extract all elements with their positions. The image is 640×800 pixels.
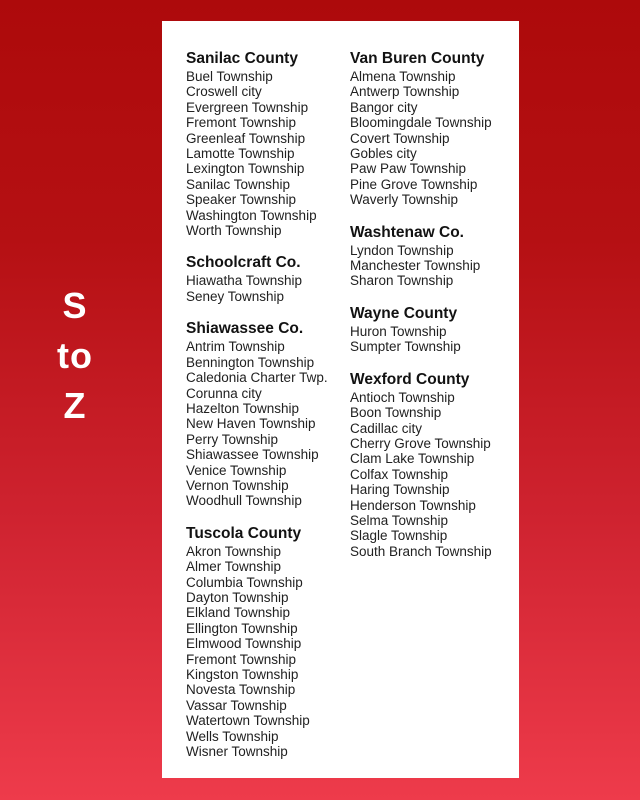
county-heading: Wexford County: [350, 370, 470, 388]
township-item: Buel Township: [186, 69, 273, 84]
township-item: Akron Township: [186, 543, 282, 559]
township-item: New Haven Township: [186, 416, 316, 432]
township-item: Paw Paw Township: [350, 161, 467, 177]
township-item: Clam Lake Township: [350, 451, 475, 467]
township-item: Cherry Grove Township: [350, 435, 491, 451]
township-item: Woodhull Township: [186, 493, 302, 509]
township-item: Bloomingdale Township: [350, 115, 492, 131]
township-item: Wells Township: [186, 728, 279, 744]
township-item: Selma Township: [350, 512, 449, 528]
township-item: Almena Township: [350, 69, 456, 84]
township-item: Washington Township: [186, 207, 317, 223]
township-item: Caledonia Charter Twp.: [186, 370, 328, 386]
column-left: [186, 49, 350, 759]
township-item: Dayton Township: [186, 589, 289, 605]
township-item: Worth Township: [186, 223, 282, 239]
township-item: Hiawatha Township: [186, 273, 303, 289]
township-item: Shiawassee Township: [186, 447, 319, 463]
township-item: Antwerp Township: [350, 84, 460, 100]
township-item: Seney Township: [186, 288, 285, 304]
township-item: Wisner Township: [186, 744, 288, 760]
county-section: [350, 304, 519, 355]
township-item: Lexington Township: [186, 161, 305, 177]
county-section: [350, 223, 519, 289]
township-item: Waverly Township: [350, 192, 459, 208]
township-item: Corunna city: [186, 385, 262, 401]
township-item: Cadillac city: [350, 420, 423, 436]
alphabet-range-start: S: [62, 285, 88, 326]
township-item: Boon Township: [350, 405, 442, 421]
column-right: [350, 49, 519, 759]
township-item: Pine Grove Township: [350, 176, 478, 192]
county-section: [350, 370, 519, 559]
township-item: Speaker Township: [186, 192, 297, 208]
township-item: Evergreen Township: [186, 99, 309, 115]
county-heading: Tuscola County: [186, 524, 302, 542]
township-item: Henderson Township: [350, 497, 476, 513]
township-item: Fremont Township: [186, 115, 297, 131]
township-item: Elmwood Township: [186, 636, 302, 652]
township-item: Almer Township: [186, 559, 282, 575]
township-item: Watertown Township: [186, 713, 310, 729]
county-section: [186, 524, 350, 760]
township-item: Hazelton Township: [186, 400, 300, 416]
township-item: Bennington Township: [186, 354, 315, 370]
county-heading: Shiawassee Co.: [186, 320, 304, 338]
township-item: Kingston Township: [186, 667, 299, 682]
township-item: Lyndon Township: [350, 242, 454, 258]
township-item: Vassar Township: [186, 697, 287, 713]
county-section: [186, 319, 350, 508]
township-item: Gobles city: [350, 146, 417, 162]
township-item: Croswell city: [186, 84, 262, 100]
township-item: Elkland Township: [186, 605, 291, 621]
township-item: Novesta Township: [186, 682, 296, 698]
county-heading: Wayne County: [350, 304, 458, 322]
township-item: Lamotte Township: [186, 146, 295, 162]
township-item: Venice Township: [186, 462, 287, 478]
township-item: Manchester Township: [350, 258, 481, 274]
township-item: Greenleaf Township: [186, 130, 306, 146]
alphabet-range-connector: to: [57, 335, 93, 376]
township-item: Antioch Township: [350, 389, 455, 405]
township-item: Sharon Township: [350, 273, 454, 289]
township-item: Sanilac Township: [186, 176, 291, 192]
county-heading: Van Buren County: [350, 50, 485, 67]
alphabet-range-end: Z: [63, 385, 87, 426]
township-item: Columbia Township: [186, 574, 303, 590]
township-item: Covert Township: [350, 130, 450, 146]
township-item: Antrim Township: [186, 339, 285, 355]
township-item: Perry Township: [186, 431, 279, 447]
township-item: South Branch Township: [350, 543, 492, 559]
county-section: [350, 49, 519, 208]
list-panel: [162, 21, 519, 778]
township-item: Colfax Township: [350, 466, 449, 482]
county-section: [186, 49, 350, 238]
alphabet-range-label: [38, 281, 112, 431]
county-heading: Washtenaw Co.: [350, 223, 464, 241]
county-heading: Schoolcraft Co.: [186, 254, 301, 272]
township-item: Bangor city: [350, 99, 418, 115]
county-section: [186, 253, 350, 304]
county-heading: Sanilac County: [186, 50, 298, 67]
township-item: Sumpter Township: [350, 339, 461, 355]
township-item: Slagle Township: [350, 528, 448, 544]
column-layout: [186, 49, 519, 759]
township-item: Haring Township: [350, 482, 450, 498]
township-item: Vernon Township: [186, 477, 289, 493]
township-item: Huron Township: [350, 323, 447, 339]
township-item: Ellington Township: [186, 620, 298, 636]
township-item: Fremont Township: [186, 651, 297, 667]
